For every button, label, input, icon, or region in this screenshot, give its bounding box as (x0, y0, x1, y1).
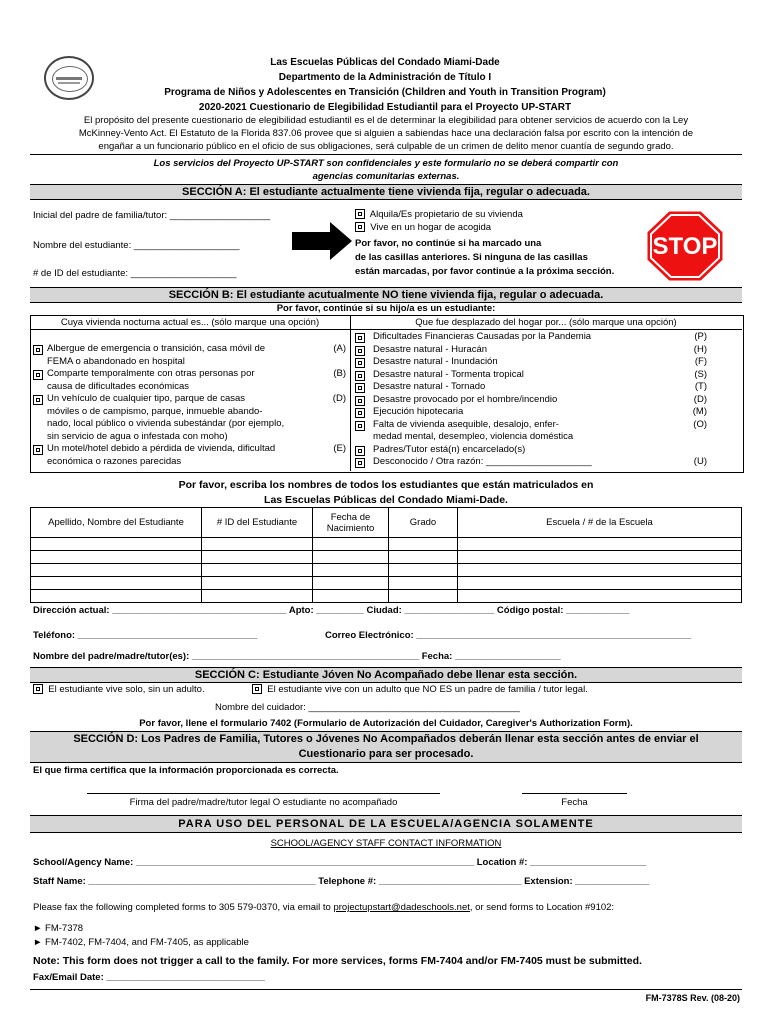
right-option-text: Ejecución hipotecaria (373, 406, 464, 417)
right-option-text: medad mental, desempleo, violencia doméstica (373, 431, 574, 442)
header-line-4: 2020-2021 Cuestionario de Elegibilidad Estudiantil para el Proyecto UP-START (198, 102, 572, 113)
checkbox-icon[interactable] (355, 383, 365, 393)
checkbox-icon[interactable] (33, 370, 43, 380)
section-a-note-3: están marcadas, por favor continúe a la próxima sección. (355, 266, 615, 277)
column-header: Escuela / # de la Escuela (458, 508, 742, 538)
right-option[interactable] (355, 419, 735, 432)
table-row[interactable] (31, 564, 742, 577)
option-code: (P) (694, 331, 707, 342)
left-options (33, 343, 348, 468)
email-link[interactable]: projectupstart@dadeschools.net (333, 902, 470, 913)
left-option-text: Un vehículo de cualquier tipo, parque de casas (47, 393, 246, 404)
section-d-title-2: Cuestionario para ser procesado. (298, 748, 474, 760)
intro-line-3: engañar a un funcionario público en el oficio de sus obligaciones, será culpable de un crimen de delito menor cuantía de segundo grado. (98, 141, 674, 152)
table-row[interactable] (31, 551, 742, 564)
students-note-1: Por favor, escriba los nombres de todos los estudiantes que están matriculados en (178, 479, 594, 491)
left-option-text: Comparte temporalmente con otras personas por (47, 368, 255, 379)
left-option[interactable] (33, 393, 348, 443)
column-header: Grado (389, 508, 458, 538)
foster-home-label: Vive en un hogar de acogida (370, 222, 492, 233)
column-header: Apellido, Nombre del Estudiante (31, 508, 202, 538)
caregiver-form-note: Por favor, llene el formulario 7402 (Formulario de Autorización del Cuidador, Caregiver's Authorization Form). (139, 718, 633, 729)
address-field[interactable]: Dirección actual: _________________________________ Apto: _________ Ciudad: _________________ Código postal: ____________ (33, 605, 630, 616)
fax-instructions-text: Please fax the following completed forms to 305 579-0370, via email to (33, 902, 334, 913)
intro (30, 114, 742, 153)
district-logo (44, 56, 94, 100)
student-id-field[interactable]: # de ID del estudiante: ____________________ (33, 268, 237, 279)
certify-text: El que firma certifica que la información proporcionada es correcta. (33, 765, 339, 776)
lives-alone-label: El estudiante vive solo, sin un adulto. (48, 684, 205, 695)
signature-line[interactable] (87, 793, 440, 794)
right-option-text: Desastre natural - Huracán (373, 343, 488, 355)
checkbox-icon[interactable] (355, 222, 365, 232)
option-code: (F) (694, 356, 707, 367)
right-option[interactable] (355, 381, 735, 394)
right-option[interactable] (355, 394, 735, 407)
date-label: Fecha (561, 797, 588, 808)
section-a-options (355, 208, 523, 234)
option-code: (A) (333, 343, 346, 354)
fax-date-field[interactable]: Fax/Email Date: ______________________________ (33, 972, 265, 983)
staff-subtitle: SCHOOL/AGENCY STAFF CONTACT INFORMATION (270, 838, 502, 849)
parent-initial-field[interactable]: Inicial del padre de familia/tutor: ___________________ (33, 210, 271, 221)
left-option-text: móviles o de campismo, parque, inmueble abando- (47, 405, 263, 417)
staff-name-field[interactable]: Staff Name: ___________________________________________ Telephone #: ___________________________ Extension: ______________ (33, 876, 650, 887)
section-b-continue: Por favor, continúe si su hijo/a es un estudiante: (276, 303, 496, 314)
column-header: # ID del Estudiante (202, 508, 313, 538)
header-line-1: Las Escuelas Públicas del Condado Miami-Dade (270, 57, 500, 68)
student-name-field[interactable]: Nombre del estudiante: ____________________ (33, 240, 240, 251)
right-options (355, 331, 735, 469)
foster-home-option[interactable] (355, 221, 523, 234)
section-a-note-2: de las casillas anteriores. Si ninguna de las casillas (355, 252, 588, 263)
students-note (30, 478, 742, 508)
right-option-text: Desconocido / Otra razón: ____________________ (373, 456, 592, 467)
confidential-line-1: Los servicios del Proyecto UP-START son confidenciales y este formulario no se deberá compartir con (153, 158, 619, 169)
option-code: (O) (693, 418, 707, 430)
agency-name-field[interactable]: School/Agency Name: ________________________________________________________________ Location #: ______________________ (33, 857, 647, 868)
fax-instructions-end: , or send forms to Location #9102: (469, 902, 615, 913)
section-a-note-1: Por favor, no continúe si ha marcado una (355, 238, 542, 249)
checkbox-icon[interactable] (355, 396, 365, 406)
left-option-text: Un motel/hotel debido a pérdida de vivienda, dificultad (47, 443, 276, 454)
checkbox-icon[interactable] (33, 445, 43, 455)
date-line[interactable] (522, 793, 627, 794)
option-code: (H) (693, 343, 707, 355)
checkbox-icon[interactable] (33, 345, 43, 355)
lives-with-adult-label: El estudiante vive con un adulto que NO ES un padre de familia / tutor legal. (267, 684, 588, 695)
option-code: (S) (694, 368, 707, 380)
option-code: (M) (692, 406, 707, 417)
option-code: (T) (694, 381, 707, 392)
table-row[interactable] (31, 577, 742, 590)
checkbox-icon[interactable] (355, 421, 365, 431)
confidential-line-2: agencias comunitarias externas. (312, 171, 460, 182)
right-column-head: Que fue desplazado del hogar por... (sólo marque una opción) (415, 317, 677, 328)
option-code: (U) (693, 456, 707, 467)
section-c-title: SECCIÓN C: Estudiante Jóven No Acompañado debe llenar esta sección. (30, 667, 742, 683)
left-column-head: Cuya vivienda nocturna actual es... (sólo marque una opción) (60, 317, 320, 328)
right-option[interactable] (355, 369, 735, 382)
own-home-option[interactable] (355, 208, 523, 221)
email-field[interactable]: Correo Electrónico: ____________________________________________________ (325, 630, 692, 641)
table-row[interactable] (31, 538, 742, 551)
intro-line-2: McKinney-Vento Act. El Estatuto de la Florida 837.06 provee que si alguien a sabiendas hace una declaración falsa por escrito con la intención de (78, 128, 694, 139)
lives-alone-option[interactable] (33, 684, 205, 695)
form-item-1: ► FM-7378 (33, 923, 84, 934)
right-option-text: Desastre natural - Inundación (373, 356, 498, 367)
left-option[interactable] (33, 443, 348, 468)
section-a-title: SECCIÓN A: El estudiante actualmente tiene vivienda fija, regular o adecuada. (30, 184, 742, 200)
fax-instructions (33, 902, 614, 913)
checkbox-icon[interactable] (33, 395, 43, 405)
right-option[interactable] (355, 456, 735, 469)
option-code: (D) (332, 393, 346, 404)
staff-note: Note: This form does not trigger a call to the family. For more services, forms FM-7404 and/or FM-7405 must be submitted. (33, 955, 642, 967)
students-note-2: Las Escuelas Públicas del Condado Miami-Dade. (264, 494, 508, 506)
header (100, 55, 670, 115)
right-option[interactable] (355, 356, 735, 369)
own-home-label: Alquila/Es propietario de su vivienda (369, 209, 523, 220)
staff-title: PARA USO DEL PERSONAL DE LA ESCUELA/AGENCIA SOLAMENTE (30, 815, 742, 833)
left-option-text: económica o razones parecidas (47, 455, 182, 467)
right-option-text: Desastre natural - Tornado (373, 381, 486, 392)
form-id: FM-7378S Rev. (08-20) (645, 993, 740, 1003)
header-line-3: Programa de Niños y Adolescentes en Transición (Children and Youth in Transition Program) (164, 87, 606, 98)
signature-label: Firma del padre/madre/tutor legal O estudiante no acompañado (129, 797, 398, 808)
guardian-name-field[interactable]: Nombre del padre/madre/tutor(es): ___________________________________________ Fecha: ____________________ (33, 651, 561, 662)
right-option-text: Dificultades Financieras Causadas por la Pandemia (373, 331, 592, 342)
checkbox-icon[interactable] (355, 408, 365, 418)
confidential-note (30, 157, 742, 183)
stop-sign-text: STOP (652, 233, 718, 260)
option-code: (D) (693, 393, 707, 405)
right-option[interactable] (355, 431, 735, 444)
checkbox-icon[interactable] (252, 684, 262, 694)
form-item-2: ► FM-7402, FM-7404, and FM-7405, as applicable (33, 937, 249, 948)
section-d-title (30, 731, 742, 763)
left-option-text: sin servicio de agua o infestada con moho) (47, 430, 228, 442)
lives-with-adult-option[interactable] (252, 684, 588, 695)
left-option[interactable] (33, 368, 348, 393)
caregiver-field[interactable]: Nombre del cuidador: ________________________________________ (215, 702, 520, 713)
option-code: (E) (333, 443, 346, 454)
section-b-title: SECCIÓN B: El estudiante acutualmente NO tiene vivienda fija, regular o adecuada. (30, 287, 742, 303)
column-header: Fecha de Nacimiento (313, 508, 389, 538)
left-option-text: FEMA o abandonado en hospital (47, 355, 185, 367)
intro-line-1: El propósito del presente cuestionario de elegibilidad estudiantil es el de determinar la elegibilidad para obtener servicios de acuerdo con la Ley (83, 115, 689, 126)
stop-sign-icon (646, 210, 724, 282)
checkbox-icon[interactable] (355, 209, 365, 219)
right-option-text: Falta de vivienda asequible, desalojo, enfer- (373, 418, 559, 430)
left-option-text: nado, local público o vivienda subestándar (por ejemplo, (47, 418, 285, 429)
left-option-text: causa de dificultades económicas (47, 380, 190, 392)
checkbox-icon[interactable] (355, 371, 365, 381)
option-code: (B) (333, 368, 346, 379)
checkbox-icon[interactable] (33, 684, 43, 694)
section-a-note (355, 237, 614, 279)
right-option-text: Padres/Tutor está(n) encarcelado(s) (373, 443, 526, 455)
section-d-title-1: SECCIÓN D: Los Padres de Familia, Tutores o Jóvenes No Acompañados deberán llenar esta sección antes de enviar el (73, 733, 699, 745)
right-option-text: Desastre provocado por el hombre/incendio (373, 393, 558, 405)
right-option-text: Desastre natural - Tormenta tropical (373, 368, 524, 380)
table-row[interactable] (31, 590, 742, 603)
header-line-2: Departmento de la Administración de Título I (278, 72, 492, 83)
right-option[interactable] (355, 444, 735, 457)
left-option[interactable] (33, 343, 348, 368)
phone-field[interactable]: Teléfono: __________________________________ (33, 630, 258, 641)
arrow-right-icon (292, 222, 352, 260)
table-header-row (31, 508, 742, 538)
checkbox-icon[interactable] (355, 446, 365, 456)
students-table (30, 507, 742, 603)
right-option[interactable] (355, 344, 735, 357)
checkbox-icon[interactable] (355, 346, 365, 356)
checkbox-icon[interactable] (355, 458, 365, 468)
checkbox-icon[interactable] (355, 358, 365, 368)
right-option[interactable] (355, 331, 735, 344)
left-option-text: Albergue de emergencia o transición, casa móvil de (47, 343, 266, 354)
checkbox-icon[interactable] (355, 333, 365, 343)
right-option[interactable] (355, 406, 735, 419)
